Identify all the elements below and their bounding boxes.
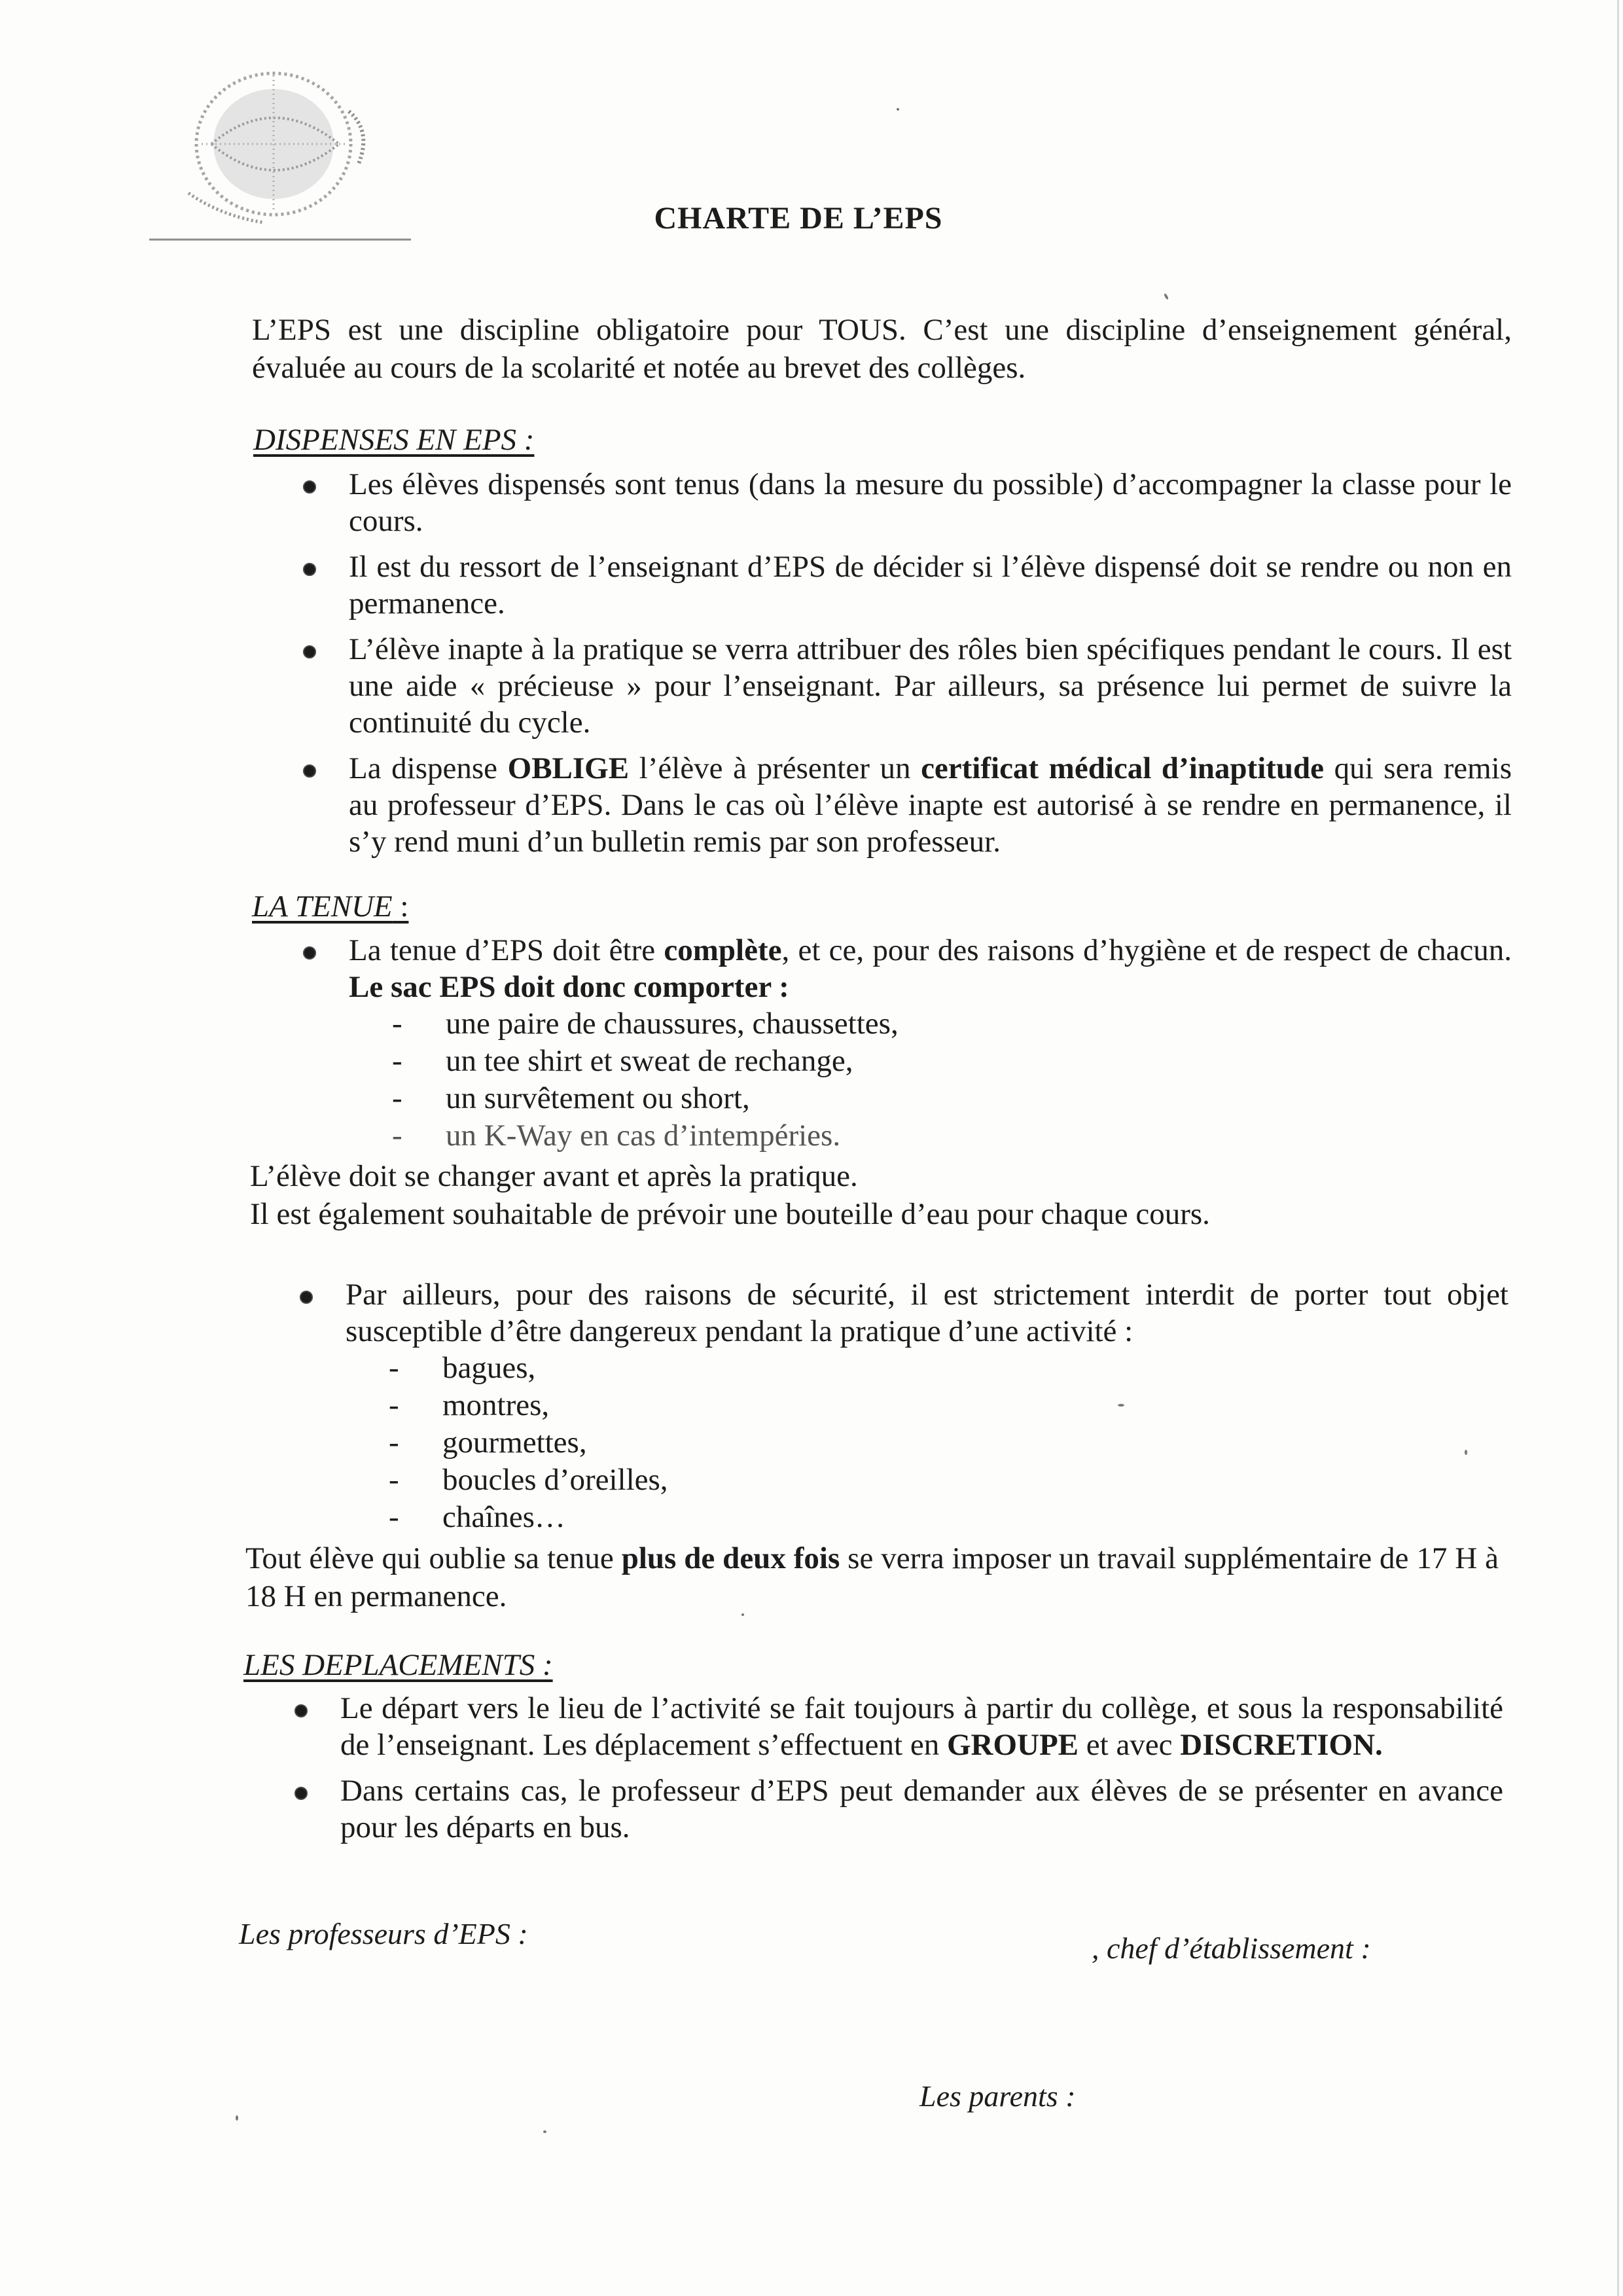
list-item	[252, 631, 1512, 741]
emphasis-discretion: DISCRETION.	[1180, 1728, 1383, 1762]
forbidden-item-text: chaînes…	[442, 1500, 565, 1534]
changing-note: L’élève doit se changer avant et après la pratique.	[250, 1159, 858, 1193]
bullet-icon	[303, 480, 316, 493]
dispenses-list	[252, 466, 1512, 869]
list-item-text: Par ailleurs, pour des raisons de sécurité, il est strictement interdit de porter tout objet susceptible d’être dangereux pendant la pratique d’une activité :	[346, 1278, 1508, 1348]
list-item-text-a: Le départ vers le lieu de l’activité se fait toujours à partir du collège, et sous la responsabilité de l’enseignant. Les déplacement s’effectuent en	[340, 1691, 1503, 1762]
forbidden-item: - boucles d’oreilles,	[389, 1463, 668, 1497]
water-note: Il est également souhaitable de prévoir une bouteille d’eau pour chaque cours.	[250, 1197, 1210, 1231]
bag-item: - un survêtement ou short,	[392, 1081, 750, 1115]
signature-parents: Les parents :	[919, 2079, 1076, 2113]
intro-paragraph: L’EPS est une discipline obligatoire pour TOUS. C’est une discipline d’enseignement général, évaluée au cours de la scolarité et notée au brevet des collèges.	[252, 313, 1512, 385]
forbidden-item: - bagues,	[389, 1351, 536, 1385]
page-title-text: CHARTE DE L’EPS	[654, 201, 943, 236]
bullet-icon	[303, 764, 316, 778]
list-item-text-a: La tenue d’EPS doit être	[349, 933, 664, 967]
bag-item: - un tee shirt et sweat de rechange,	[392, 1044, 853, 1078]
list-item-text-c: et avec	[1079, 1728, 1181, 1762]
emphasis-oblige: OBLIGE	[507, 751, 630, 785]
list-item	[252, 932, 1512, 1155]
deplacements-list	[243, 1690, 1503, 1855]
forbidden-item-text: montres,	[442, 1388, 550, 1422]
bullet-icon	[303, 645, 316, 658]
section-heading-tenue	[252, 889, 408, 924]
bullet-icon	[294, 1787, 308, 1800]
bullet-icon	[303, 946, 316, 960]
bag-items-list	[392, 1005, 1512, 1155]
bag-item: - une paire de chaussures, chaussettes,	[392, 1007, 899, 1041]
bag-item-text: un survêtement ou short,	[446, 1081, 750, 1115]
emphasis-groupe: GROUPE	[946, 1728, 1079, 1762]
forbidden-item: - montres,	[389, 1388, 550, 1422]
list-item-text: Les élèves dispensés sont tenus (dans la mesure du possible) d’accompagner la classe pour le cours.	[349, 467, 1512, 538]
scan-speck	[543, 2130, 546, 2133]
scan-speck	[236, 2115, 238, 2121]
security-list	[249, 1276, 1508, 1545]
scan-speck	[897, 108, 899, 111]
signature-head: , chef d’établissement :	[1092, 1931, 1371, 1965]
forbidden-item: - gourmettes,	[389, 1426, 587, 1460]
signature-teachers: Les professeurs d’EPS :	[239, 1917, 528, 1950]
emphasis-complete: complète	[664, 933, 782, 967]
list-item	[252, 466, 1512, 539]
tenue-list	[252, 932, 1512, 1164]
scan-edge	[1617, 0, 1619, 2296]
list-item-text: L’élève inapte à la pratique se verra attribuer des rôles bien spécifiques pendant le cours. Il est une aide « précieuse » pour l’enseignant. Par ailleurs, sa présence lui permet de suivre la continuité du cycle.	[349, 632, 1512, 740]
list-item-text-c: l’élève à présenter un	[629, 751, 921, 785]
bag-item-text: un tee shirt et sweat de rechange,	[446, 1044, 853, 1078]
penalty-text-a: Tout élève qui oublie sa tenue	[245, 1541, 622, 1575]
list-item-text-e: qui sera remis au professeur d’EPS. Dans le cas où l’élève inapte est autorisé à se rendre en permanence, il s’y rend muni d’un bulletin remis par son professeur.	[349, 751, 1512, 859]
bullet-icon	[303, 563, 316, 576]
bullet-icon	[300, 1291, 313, 1304]
section-heading-deplacements: LES DEPLACEMENTS :	[243, 1648, 553, 1682]
penalty-text-c: se verra imposer un travail supplémentaire de 17 H à 18 H en permanence.	[245, 1541, 1499, 1613]
forbidden-item: - chaînes…	[389, 1500, 565, 1534]
forbidden-items-list	[389, 1350, 1508, 1536]
list-item	[243, 1690, 1503, 1763]
list-item	[252, 750, 1512, 860]
section-heading-tenue-text: LA TENUE	[252, 889, 393, 924]
forbidden-item-text: gourmettes,	[442, 1426, 587, 1460]
list-item-text-c: , et ce, pour des raisons d’hygiène et de respect de chacun.	[781, 933, 1512, 967]
bag-item-text: un K-Way en cas d’intempéries.	[446, 1119, 841, 1153]
forbidden-item-text: bagues,	[442, 1351, 536, 1385]
scan-speck	[1118, 1404, 1124, 1407]
scan-speck	[1465, 1450, 1467, 1455]
list-item	[243, 1772, 1503, 1846]
heading-colon: :	[392, 889, 409, 924]
list-item-text: Il est du ressort de l’enseignant d’EPS de décider si l’élève dispensé doit se rendre ou non en permanence.	[349, 550, 1512, 620]
emphasis-certificat: certificat médical d’inaptitude	[921, 751, 1325, 785]
scan-speck	[741, 1613, 744, 1616]
bullet-icon	[294, 1704, 308, 1717]
page-title	[0, 200, 1597, 236]
list-item-text: Dans certains cas, le professeur d’EPS peut demander aux élèves de se présenter en avance pour les départs en bus.	[340, 1774, 1503, 1844]
list-item-text-a: La dispense	[349, 751, 508, 785]
list-item	[252, 548, 1512, 622]
emphasis-sac: Le sac EPS doit donc comporter :	[349, 970, 789, 1004]
forbidden-item-text: boucles d’oreilles,	[442, 1463, 668, 1497]
scan-speck	[1164, 293, 1169, 300]
penalty-paragraph	[245, 1539, 1499, 1615]
list-item	[249, 1276, 1508, 1536]
emphasis-deux-fois: plus de deux fois	[621, 1541, 840, 1575]
bag-item-text: une paire de chaussures, chaussettes,	[446, 1007, 899, 1041]
section-heading-dispenses: DISPENSES EN EPS :	[253, 423, 535, 457]
bag-item: - un K-Way en cas d’intempéries.	[392, 1119, 841, 1153]
